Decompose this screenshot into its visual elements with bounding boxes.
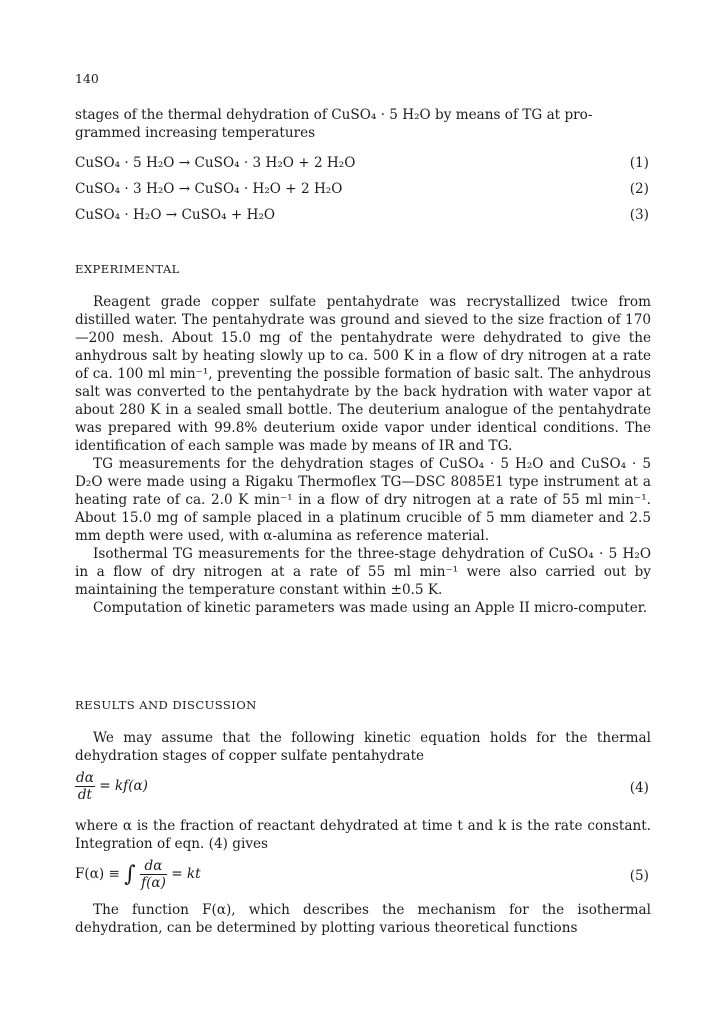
equation-5-numerator: dα — [140, 858, 167, 875]
integral-sign: ∫ — [124, 862, 136, 887]
page-number: 140 — [75, 71, 99, 86]
reaction-2 — [75, 181, 649, 201]
reaction-2-number: (2) — [629, 181, 649, 197]
experimental-body — [75, 293, 651, 617]
equation-5-denominator: f(α) — [141, 875, 166, 891]
reaction-3 — [75, 207, 649, 227]
section-heading-experimental: EXPERIMENTAL — [75, 262, 180, 276]
reaction-1-equation: CuSO₄ · 5 H₂O → CuSO₄ · 3 H₂O + 2 H₂O — [75, 155, 356, 171]
equation-4-denominator: dt — [77, 787, 93, 803]
reaction-3-number: (3) — [629, 207, 649, 223]
equation-5-rhs: = kt — [171, 866, 201, 882]
results-paragraph-2: where α is the fraction of reactant dehydrated at time t and k is the rate constant. Integration of eqn. (4) gives — [75, 818, 651, 852]
equation-4-rhs: = kf(α) — [99, 778, 148, 794]
results-paragraph-1-wrap — [75, 729, 651, 765]
results-paragraph-2-wrap — [75, 817, 651, 853]
intro-line-1: stages of the thermal dehydration of CuSO₄ · 5 H₂O by means of TG at pro- — [75, 107, 593, 123]
reaction-1-number: (1) — [629, 155, 649, 171]
experimental-paragraph-1: Reagent grade copper sulfate pentahydrate was recrystallized twice from distilled water. The pentahydrate was ground and sieved to the size fraction of 170—200 mesh. About 15.0 mg of the pentahydrate were dehydrated to give the anhydrous salt by heating slowly up to ca. 500 K in a flow of dry nitrogen at a rate of ca. 100 ml min⁻¹, preventing the possible formation of basic salt. The anhydrous salt was converted to the pentahydrate by the back hydration with water vapor at about 280 K in a sealed small bottle. The deuterium analogue of the pentahydrate was prepared with 99.8% deuterium oxide vapor under identical conditions. The identification of each sample was made by means of IR and TG. — [75, 294, 651, 454]
results-paragraph-3: The function F(α), which describes the mechanism for the isothermal dehydration, can be determined by plotting various theoretical functions — [75, 902, 651, 936]
reaction-2-equation: CuSO₄ · 3 H₂O → CuSO₄ · H₂O + 2 H₂O — [75, 181, 343, 197]
equation-5-fraction — [140, 858, 167, 891]
experimental-paragraph-3: Isothermal TG measurements for the three-stage dehydration of CuSO₄ · 5 H₂O in a flow of dry nitrogen at a rate of 55 ml min⁻¹ were also carried out by maintaining the temperature constant within ±0.5 K. — [75, 546, 651, 598]
results-paragraph-1: We may assume that the following kinetic equation holds for the thermal dehydration stages of copper sulfate pentahydrate — [75, 730, 651, 764]
reaction-3-equation: CuSO₄ · H₂O → CuSO₄ + H₂O — [75, 207, 276, 223]
equation-4-numerator: dα — [76, 770, 94, 786]
reaction-1 — [75, 155, 649, 175]
intro-line-2: grammed increasing temperatures — [75, 125, 316, 141]
results-paragraph-3-wrap — [75, 901, 651, 937]
experimental-paragraph-4: Computation of kinetic parameters was made using an Apple II micro-computer. — [93, 600, 648, 616]
equation-5 — [75, 858, 649, 894]
equation-5-number: (5) — [629, 868, 649, 884]
experimental-paragraph-2: TG measurements for the dehydration stages of CuSO₄ · 5 H₂O and CuSO₄ · 5 D₂O were made using a Rigaku Thermoflex TG—DSC 8085E1 type instrument at a heating rate of ca. 2.0 K min⁻¹ in a flow of dry nitrogen at a rate of 55 ml min⁻¹. About 15.0 mg of sample placed in a platinum crucible of 5 mm diameter and 2.5 mm depth were used, with α-alumina as reference material. — [75, 456, 651, 544]
equation-4 — [75, 770, 649, 806]
section-heading-results: RESULTS AND DISCUSSION — [75, 698, 257, 712]
equation-4-fraction — [75, 770, 95, 803]
intro-text — [75, 106, 651, 142]
equation-5-lhs: F(α) ≡ — [75, 866, 120, 882]
equation-4-number: (4) — [629, 780, 649, 796]
